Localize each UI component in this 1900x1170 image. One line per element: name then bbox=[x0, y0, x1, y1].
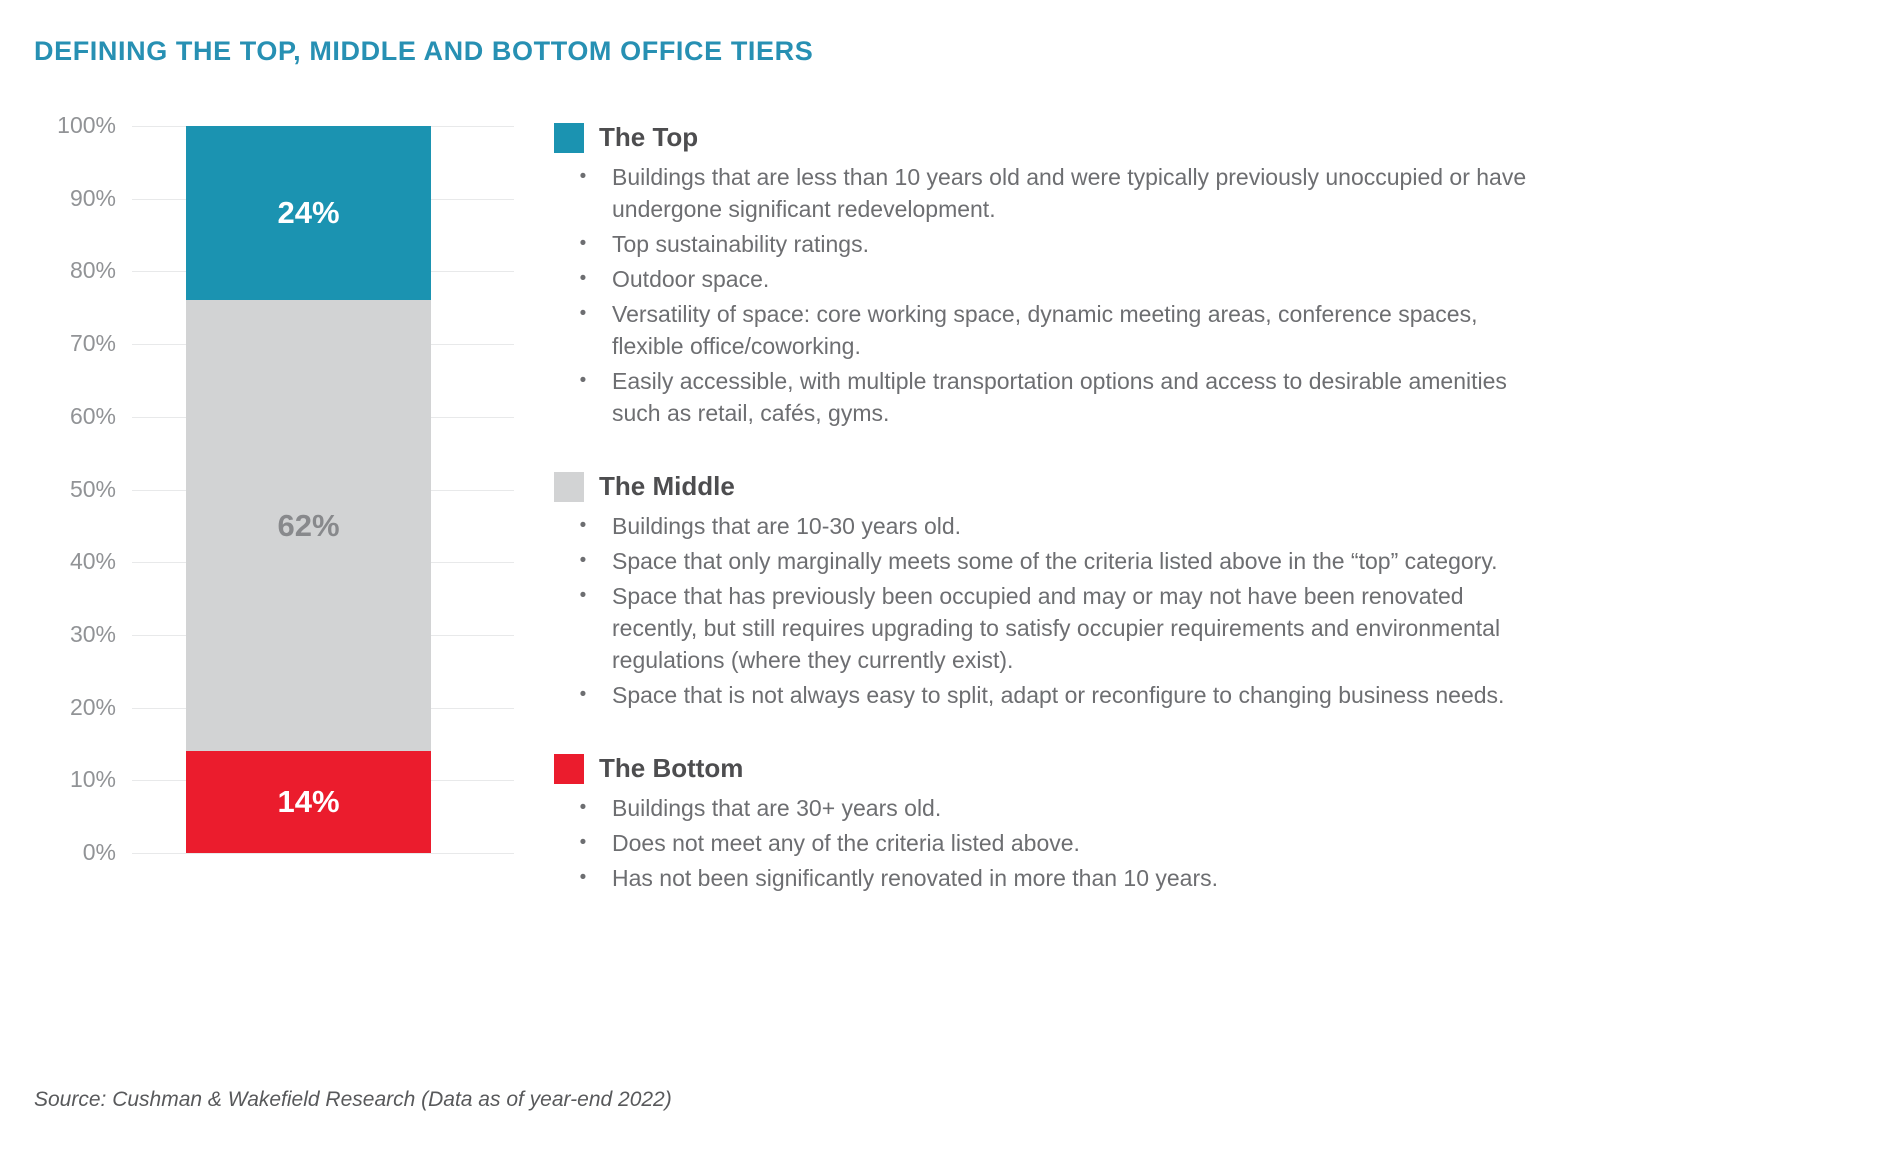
list-item bbox=[554, 792, 1544, 824]
bullet-text: Has not been significantly renovated in more than 10 years. bbox=[612, 865, 1219, 891]
tick-label: 90% bbox=[69, 184, 116, 211]
bullet-text: Space that is not always easy to split, adapt or reconfigure to changing business needs. bbox=[612, 682, 1505, 708]
bullet-text: Outdoor space. bbox=[612, 266, 770, 292]
bullet-text: Versatility of space: core working space, dynamic meeting areas, conference spaces, flexible office/coworking. bbox=[612, 301, 1478, 359]
list-item bbox=[554, 580, 1544, 676]
legend-heading-row bbox=[554, 471, 1544, 502]
stacked-bar-chart bbox=[34, 111, 514, 865]
list-item bbox=[554, 827, 1544, 859]
legend-swatch-bottom bbox=[554, 754, 584, 784]
legend-heading-row bbox=[554, 122, 1544, 153]
tick-label: 0% bbox=[82, 838, 116, 865]
gridline bbox=[132, 853, 514, 854]
tick-label: 100% bbox=[57, 111, 116, 138]
tick-label: 70% bbox=[69, 330, 116, 357]
bullet-text: Top sustainability ratings. bbox=[612, 231, 869, 257]
bullet-text: Buildings that are less than 10 years old and were typically previously unoccupied or have undergone significant redevelopment. bbox=[612, 164, 1527, 222]
list-item bbox=[554, 228, 1544, 260]
bar-segment-bottom bbox=[186, 751, 431, 853]
bullet-marker: • bbox=[579, 515, 587, 536]
legend-section-bottom bbox=[554, 753, 1544, 894]
bullet-text: Buildings that are 10-30 years old. bbox=[612, 513, 962, 539]
legend-heading: The Top bbox=[599, 122, 699, 152]
legend-section-top bbox=[554, 122, 1544, 429]
segment-value-label: 62% bbox=[277, 507, 340, 543]
tick-label: 10% bbox=[69, 766, 116, 793]
bullet-marker: • bbox=[579, 550, 587, 571]
legend-section-middle bbox=[554, 471, 1544, 711]
source-note: Source: Cushman & Wakefield Research (Data as of year-end 2022) bbox=[34, 1088, 672, 1111]
tick-label: 50% bbox=[69, 475, 116, 502]
list-item bbox=[554, 510, 1544, 542]
legend-heading-row bbox=[554, 753, 1544, 784]
bullet-marker: • bbox=[579, 684, 587, 705]
segment-value-label: 24% bbox=[277, 195, 340, 231]
list-item bbox=[554, 365, 1544, 429]
legend-heading: The Bottom bbox=[599, 753, 744, 783]
tick-label: 40% bbox=[69, 548, 116, 575]
bullet-marker: • bbox=[579, 370, 587, 391]
tick-label: 80% bbox=[69, 257, 116, 284]
page-title: DEFINING THE TOP, MIDDLE AND BOTTOM OFFICE TIERS bbox=[34, 36, 814, 66]
bar-segment-middle bbox=[186, 300, 431, 751]
tick-label: 60% bbox=[69, 402, 116, 429]
bullet-marker: • bbox=[579, 585, 587, 606]
segment-value-label: 14% bbox=[277, 784, 340, 820]
list-item bbox=[554, 862, 1544, 894]
bar-segment-top bbox=[186, 126, 431, 300]
bullet-marker: • bbox=[579, 832, 587, 853]
bullet-text: Space that only marginally meets some of the criteria listed above in the “top” category. bbox=[612, 548, 1498, 574]
tick-label: 20% bbox=[69, 693, 116, 720]
legend-swatch-top bbox=[554, 123, 584, 153]
tick-label: 30% bbox=[69, 620, 116, 647]
bullet-marker: • bbox=[579, 233, 587, 254]
list-item bbox=[554, 298, 1544, 362]
bullet-text: Does not meet any of the criteria listed above. bbox=[612, 830, 1080, 856]
bullet-marker: • bbox=[579, 303, 587, 324]
bullet-marker: • bbox=[579, 268, 587, 289]
chart-plot-area bbox=[34, 111, 514, 865]
bullet-text: Space that has previously been occupied and may or may not have been renovated recently, but still requires upgrading to satisfy occupier requirements and environmental regulations (where they currently exist). bbox=[612, 583, 1501, 673]
list-item bbox=[554, 263, 1544, 295]
bullet-marker: • bbox=[579, 867, 587, 888]
list-item bbox=[554, 161, 1544, 225]
bullet-text: Easily accessible, with multiple transportation options and access to desirable amenities such as retail, cafés, gyms. bbox=[612, 368, 1507, 426]
legend bbox=[554, 122, 1544, 936]
bullet-text: Buildings that are 30+ years old. bbox=[612, 795, 942, 821]
stacked-bar bbox=[186, 126, 431, 853]
bullet-marker: • bbox=[579, 166, 587, 187]
bullet-marker: • bbox=[579, 797, 587, 818]
legend-heading: The Middle bbox=[599, 471, 735, 501]
list-item bbox=[554, 545, 1544, 577]
list-item bbox=[554, 679, 1544, 711]
legend-swatch-middle bbox=[554, 472, 584, 502]
